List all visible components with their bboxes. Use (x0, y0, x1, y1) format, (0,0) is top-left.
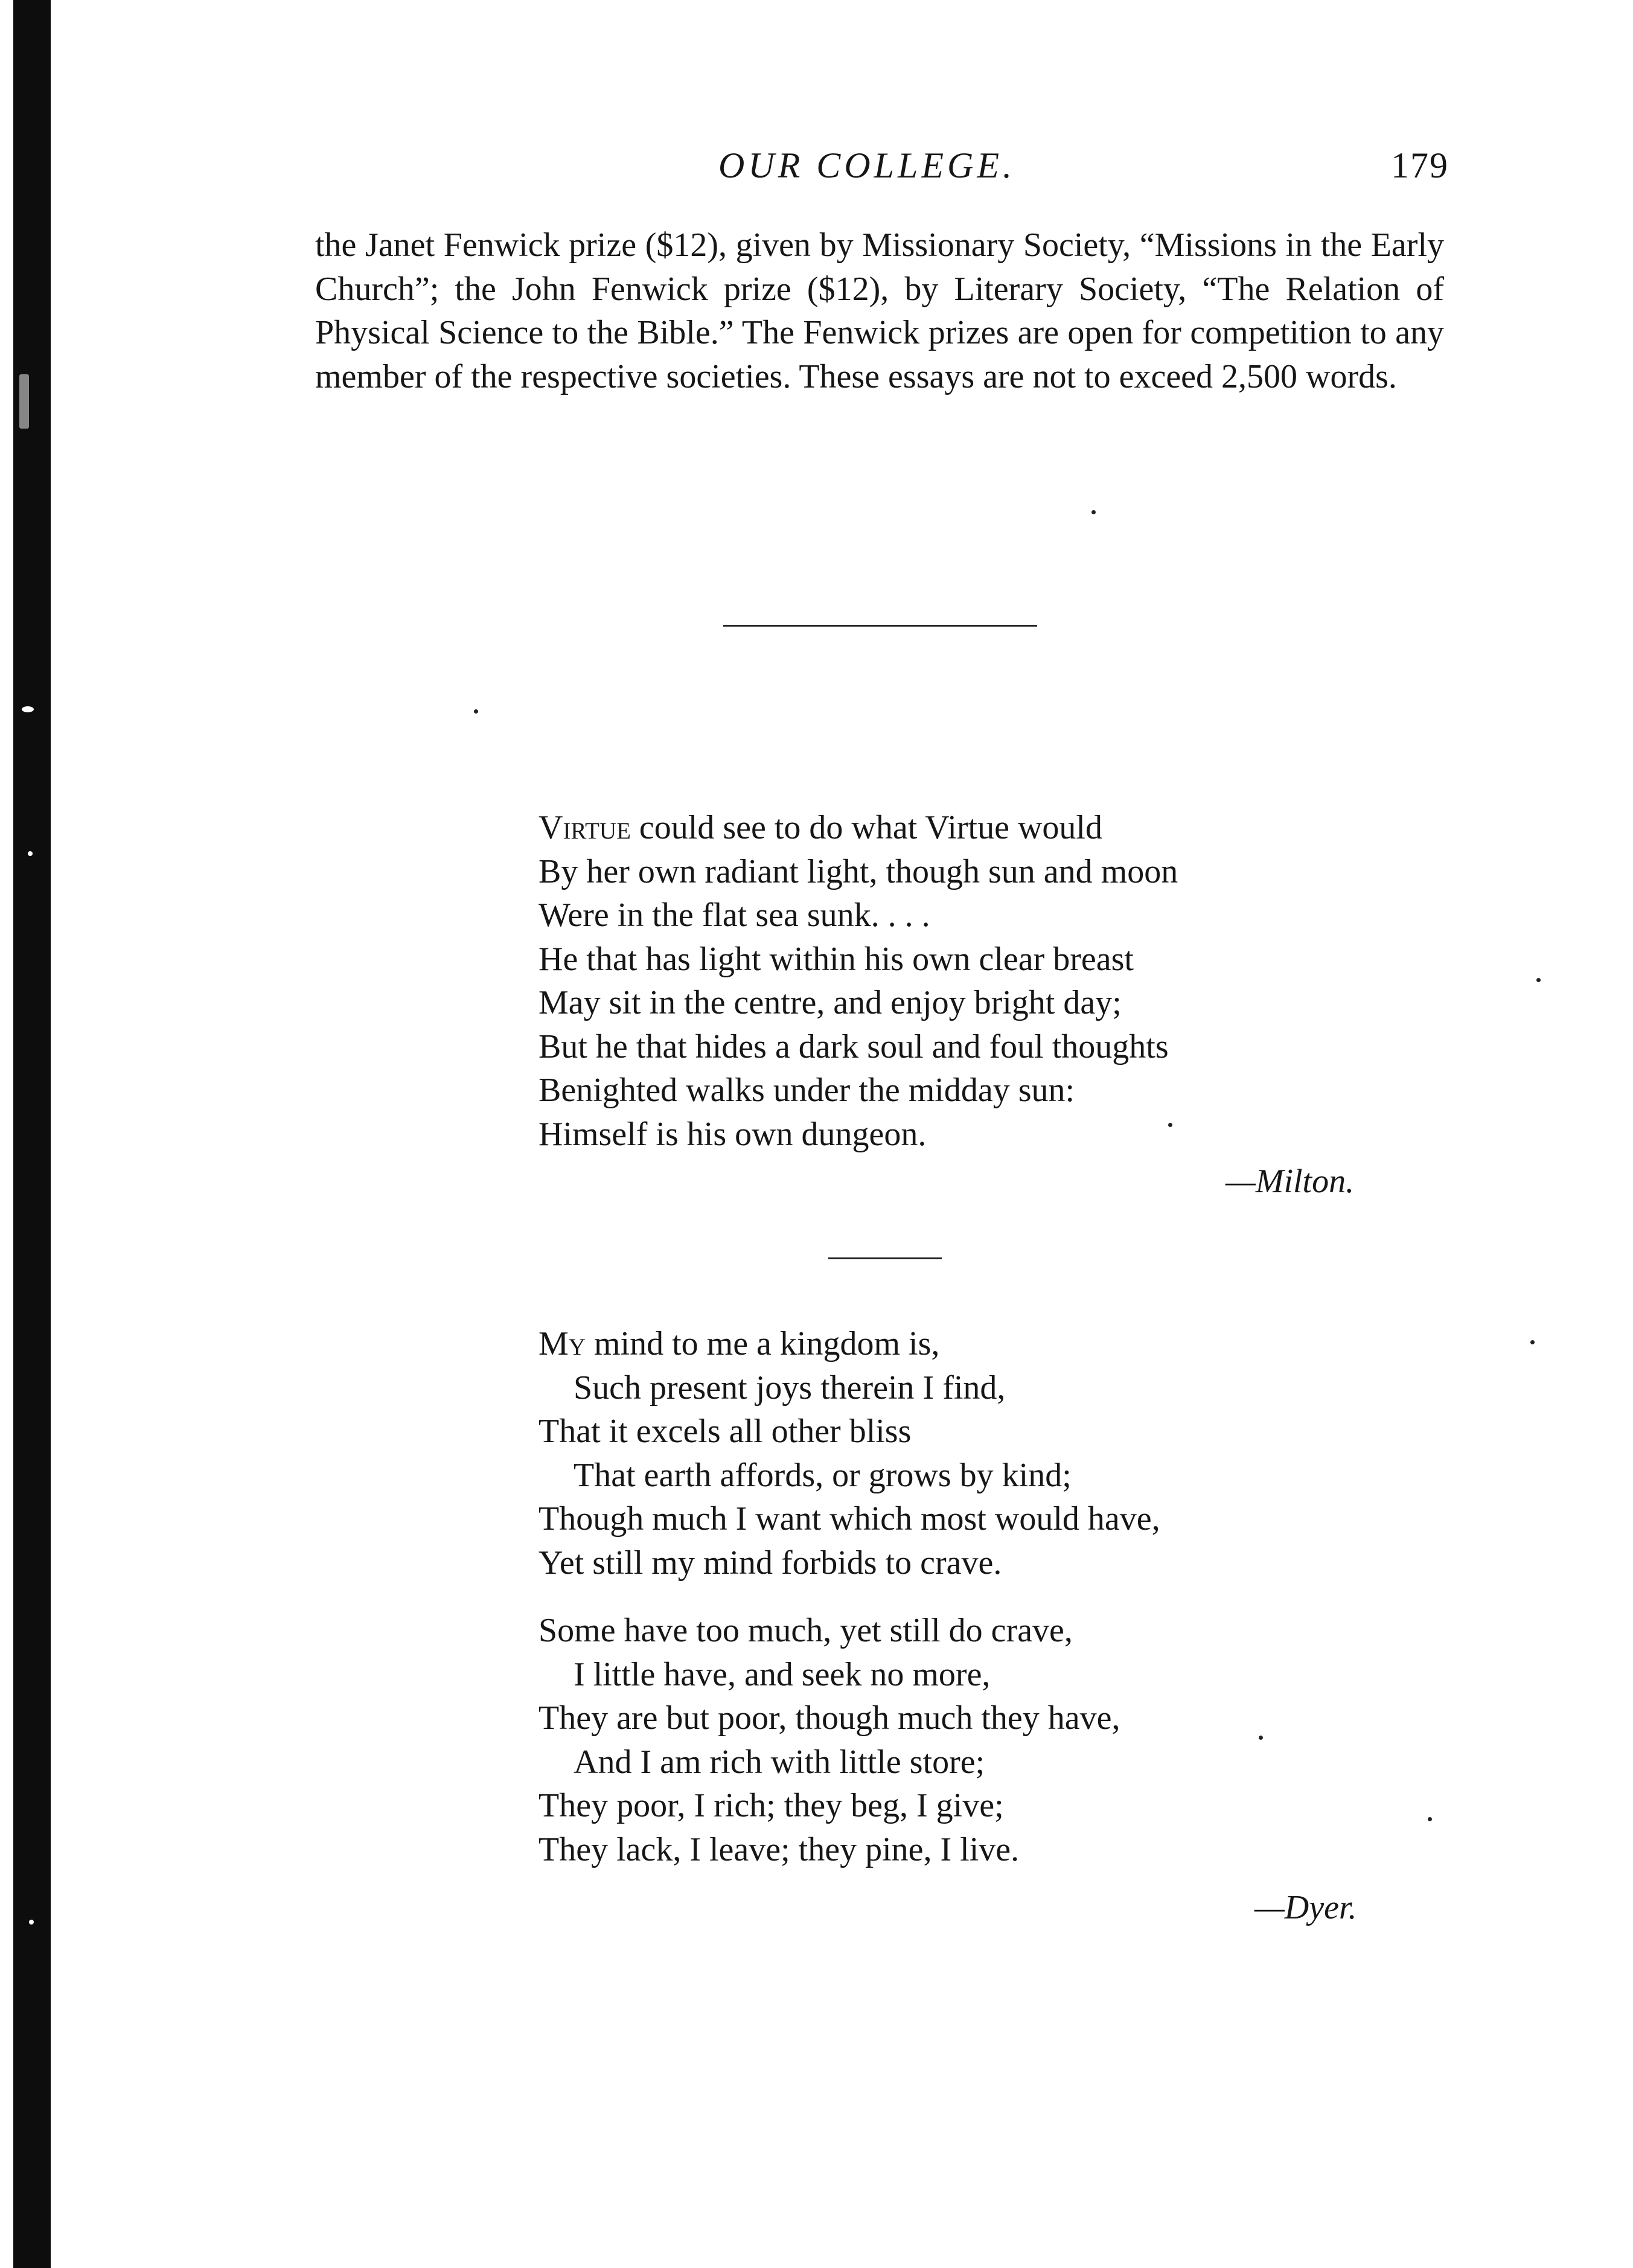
poem-line: Himself is his own dungeon. (538, 1115, 927, 1153)
running-head: OUR COLLEGE. (718, 145, 1016, 185)
poem-line: Benighted walks under the midday sun: (538, 1072, 1075, 1109)
poem-line: He that has light within his own clear breast (538, 940, 1134, 978)
poem-line: Such present joys therein I find, (574, 1369, 1006, 1407)
poem-line: But he that hides a dark soul and foul thoughts (538, 1027, 1169, 1065)
page-number: 179 (1391, 145, 1449, 185)
poem-line: Were in the flat sea sunk. . . . (538, 896, 930, 934)
poem-line: They lack, I leave; they pine, I live. (538, 1830, 1020, 1868)
poem-line: Yet still my mind forbids to crave. (538, 1544, 1002, 1582)
print-speck (1091, 510, 1096, 514)
poem-line: They are but poor, though much they have, (538, 1699, 1120, 1737)
dyer-attribution: —Dyer. (1254, 1889, 1357, 1926)
poem-line: That it excels all other bliss (538, 1413, 912, 1450)
poem-first-word: My (538, 1325, 586, 1362)
milton-attribution: —Milton. (1226, 1163, 1355, 1200)
poem-line: May sit in the centre, and enjoy bright day; (538, 984, 1122, 1021)
print-speck (1259, 1736, 1263, 1740)
dyer-poem (538, 1322, 1160, 1871)
section-divider-long (723, 625, 1037, 627)
poem-line: Virtue could see to do what Virtue would (538, 809, 1102, 846)
print-speck (1536, 978, 1541, 982)
poem-line: And I am rich with little store; (574, 1743, 985, 1781)
stanza-break (538, 1585, 1160, 1609)
poem-line: By her own radiant light, though sun and moon (538, 852, 1178, 890)
bound-page-edge (13, 0, 51, 2268)
poem-line: Though much I want which most would have, (538, 1500, 1160, 1538)
poem-line: They poor, I rich; they beg, I give; (538, 1787, 1004, 1824)
section-divider-short (828, 1257, 942, 1259)
page-header (314, 145, 1449, 193)
print-speck (1530, 1340, 1535, 1344)
prize-text: the Janet Fenwick prize ($12), given by Missionary Society, “Missions in the Early Church”; the John Fenwick prize ($12), by Literary Society, “The Relation of Physical Science to the Bible.” The Fenwick prizes are open for competition to any member of the respective societies. These essays are not to exceed 2,500 words. (315, 226, 1444, 395)
poem-line: I little have, and seek no more, (574, 1655, 991, 1693)
print-speck (474, 709, 478, 714)
milton-poem (538, 806, 1178, 1156)
poem-first-word: Virtue (538, 809, 631, 846)
print-speck (1428, 1817, 1432, 1821)
prize-paragraph (315, 223, 1444, 398)
poem-line: Some have too much, yet still do crave, (538, 1612, 1073, 1649)
print-speck (1168, 1123, 1172, 1127)
poem-line: My mind to me a kingdom is, (538, 1325, 940, 1362)
poem-line: That earth affords, or grows by kind; (574, 1456, 1072, 1494)
